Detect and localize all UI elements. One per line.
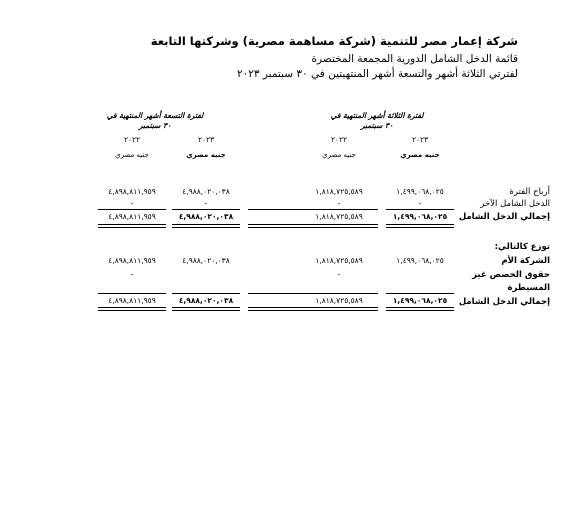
- currency-2022-q: جنيه مصري: [322, 151, 356, 159]
- double-line-q-2022: [248, 224, 378, 228]
- sum2-line-n-2022: [98, 293, 166, 294]
- total-n-2023: ٤,٩٨٨,٠٢٠,٠٣٨: [178, 212, 234, 221]
- year-2023-q: ٢٠٢٣: [411, 135, 429, 144]
- profit-label: أرباح الفترة: [509, 187, 550, 197]
- nci-label-line2: المسيطرة: [507, 283, 550, 293]
- period-subtitle: لفترتي الثلاثة أشهر والتسعة أشهر المنتهيتين في ٣٠ سبتمبر ٢٠٢٣: [236, 68, 518, 80]
- currency-2023-n: جنيه مصري: [186, 151, 226, 159]
- total-n-2022: ٤,٨٩٨,٨١١,٩٥٩: [108, 212, 156, 221]
- total2-q-2022: ١,٨١٨,٧٢٥,٥٨٩: [315, 296, 363, 305]
- sum2-line-q-2022: [248, 293, 378, 294]
- year-2022-n: ٢٠٢٢: [123, 135, 141, 144]
- double2-line-n-2022: [98, 307, 166, 311]
- attributable-label: توزع كالتالي:: [494, 242, 550, 252]
- statement-title: قائمة الدخل الشامل الدورية المجمعة المختصرة: [311, 53, 518, 65]
- nci-n-2022: -: [130, 270, 134, 279]
- total2-q-2023: ١,٤٩٩,٠٦٨,٠٢٥: [392, 296, 448, 305]
- profit-n-2023: ٤,٩٨٨,٠٢٠,٠٣٨: [182, 187, 230, 196]
- oci-q-2023: -: [418, 199, 422, 208]
- nci-q-2022: -: [337, 270, 341, 279]
- oci-label: الدخل الشامل الآخر: [480, 199, 550, 209]
- nine-months-title: لفترة التسعة أشهر المنتهية في: [106, 111, 204, 120]
- nci-label-line1: حقوق الحصص غير: [472, 270, 550, 280]
- nine-months-date: ٣٠ سبتمبر: [138, 121, 172, 130]
- profit-q-2023: ١,٤٩٩,٠٦٨,٠٢٥: [396, 187, 444, 196]
- three-months-date: ٣٠ سبتمبر: [360, 121, 394, 130]
- sum2-line-q-2023: [386, 293, 454, 294]
- oci-q-2022: -: [337, 199, 341, 208]
- total2-n-2022: ٤,٨٩٨,٨١١,٩٥٩: [108, 296, 156, 305]
- three-months-header: [302, 111, 452, 131]
- parent-n-2023: ٤,٩٨٨,٠٢٠,٠٣٨: [182, 256, 230, 265]
- currency-2023-q: جنيه مصري: [400, 151, 440, 159]
- sum2-line-n-2023: [172, 293, 240, 294]
- parent-q-2023: ١,٤٩٩,٠٦٨,٠٢٥: [396, 256, 444, 265]
- parent-q-2022: ١,٨١٨,٧٢٥,٥٨٩: [315, 256, 363, 265]
- total2-n-2023: ٤,٩٨٨,٠٢٠,٠٣٨: [178, 296, 234, 305]
- double2-line-q-2022: [248, 307, 378, 311]
- total2-label: إجمالي الدخل الشامل: [458, 297, 550, 307]
- sum-line-n-2023: [172, 209, 240, 210]
- profit-q-2022: ١,٨١٨,٧٢٥,٥٨٩: [315, 187, 363, 196]
- profit-n-2022: ٤,٨٩٨,٨١١,٩٥٩: [108, 187, 156, 196]
- three-months-title: لفترة الثلاثة أشهر المنتهية في: [330, 111, 424, 120]
- year-2022-q: ٢٠٢٢: [330, 135, 348, 144]
- nine-months-header: [80, 111, 230, 131]
- sum-line-q-2023: [386, 209, 454, 210]
- double-line-n-2023: [172, 224, 240, 228]
- sum-line-q-2022: [248, 209, 378, 210]
- parent-n-2022: ٤,٨٩٨,٨١١,٩٥٩: [108, 256, 156, 265]
- double2-line-n-2023: [172, 307, 240, 311]
- total-q-2023: ١,٤٩٩,٠٦٨,٠٢٥: [392, 212, 448, 221]
- year-2023-n: ٢٠٢٣: [197, 135, 215, 144]
- company-title: شركة إعمار مصر للتنمية (شركة مساهمة مصرية) وشركتها التابعة: [150, 34, 518, 48]
- total-q-2022: ١,٨١٨,٧٢٥,٥٨٩: [315, 212, 363, 221]
- double-line-q-2023: [386, 224, 454, 228]
- currency-2022-n: جنيه مصري: [115, 151, 149, 159]
- oci-n-2022: -: [130, 199, 134, 208]
- double2-line-q-2023: [386, 307, 454, 311]
- sum-line-n-2022: [98, 209, 166, 210]
- total-label: إجمالي الدخل الشامل: [458, 212, 550, 222]
- double-line-n-2022: [98, 224, 166, 228]
- oci-n-2023: -: [204, 199, 208, 208]
- parent-label: الشركة الأم: [501, 256, 550, 266]
